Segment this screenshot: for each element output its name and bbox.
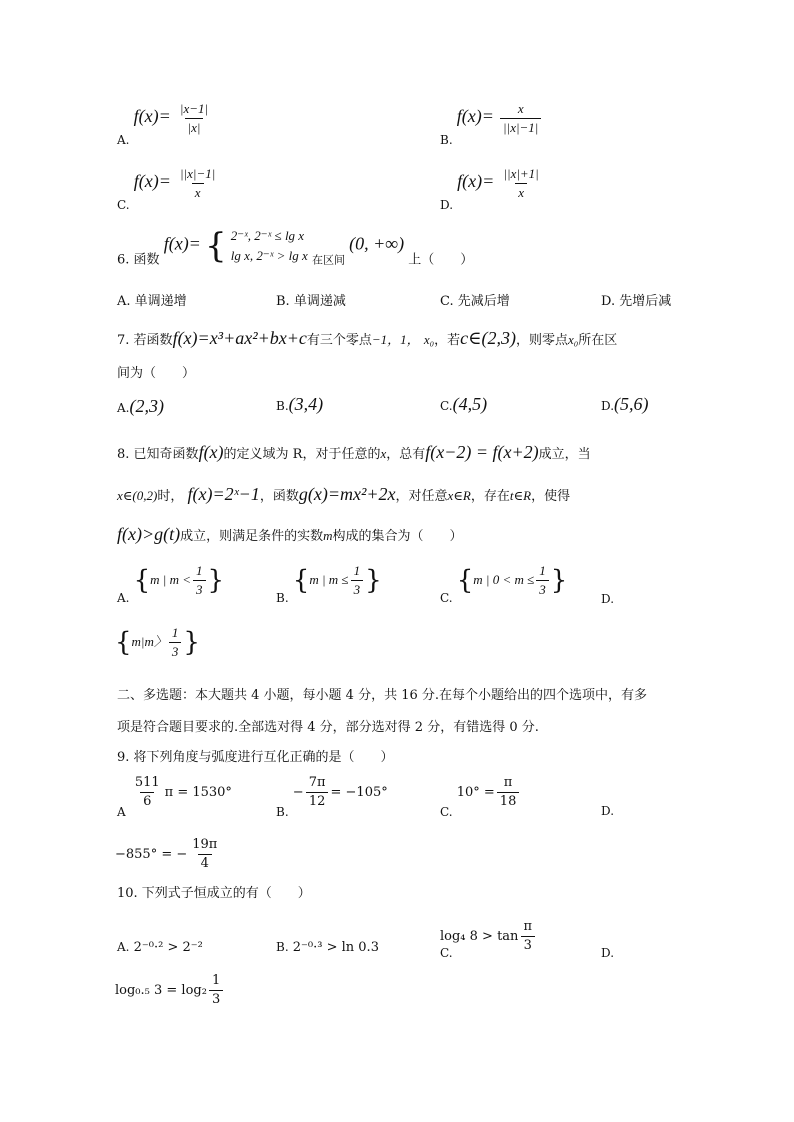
stem-text: 已知奇函数 xyxy=(133,447,199,462)
piecewise-cases xyxy=(231,226,308,266)
condition: x∈R xyxy=(447,488,471,503)
option-label: A. xyxy=(117,940,130,954)
q8-option-a: A. {m | m < $\frac{1}{3}$ } xyxy=(117,563,225,605)
option-value: (2,3) xyxy=(129,396,164,416)
fraction: $\frac{|x-1|}{|x|}$ xyxy=(179,101,209,135)
option-label: C. xyxy=(440,591,453,605)
option-label: A. xyxy=(117,401,130,415)
fraction: $\frac{\pi}{3}$ xyxy=(520,918,535,955)
q7-stem xyxy=(117,328,617,349)
stem-text: 时， xyxy=(157,489,184,504)
q9-option-b xyxy=(276,774,388,819)
q6-stem xyxy=(117,226,473,268)
question-number: 6. xyxy=(117,252,130,268)
condition: t∈R xyxy=(509,488,532,503)
option-value: −855° = − xyxy=(115,847,188,862)
option-label: B. xyxy=(276,399,289,413)
stem-text: 所在区 xyxy=(578,333,618,348)
stem-text: ，若 xyxy=(434,333,461,348)
function-prefix: f(x)= xyxy=(457,171,495,191)
fraction: $\frac{511}{6}$ xyxy=(134,775,160,809)
question-number: 7. xyxy=(117,333,130,348)
option-value: 2⁻⁰·² > 2⁻² xyxy=(133,940,203,955)
q10-option-a xyxy=(117,940,203,955)
option-value: (3,4) xyxy=(288,394,324,414)
option-label: D. xyxy=(440,198,454,212)
stem-text: 若函数 xyxy=(133,333,173,348)
q7-option-d xyxy=(601,394,649,415)
option-label: C. xyxy=(117,198,130,212)
option-value: (4,5) xyxy=(452,394,488,414)
zeros: −1，1， xyxy=(371,332,420,347)
option-label: C. xyxy=(440,805,453,819)
stem-text: ，函数 xyxy=(259,489,299,504)
q9-title: 9. 将下列角度与弧度进行互化正确的是（ ） xyxy=(117,750,394,765)
function-prefix: f(x)= xyxy=(133,171,171,191)
section-heading-line2: 项是符合题目要求的.全部选对得 4 分，部分选对得 2 分，有错选得 0 分. xyxy=(117,720,539,735)
equation: f(x−2) = f(x+2) xyxy=(425,442,539,462)
q6-option-b: B. 单调递减 xyxy=(276,294,346,309)
q8-line1 xyxy=(117,442,591,463)
fraction: $\frac{1}{3}$ xyxy=(209,972,223,1009)
q10-option-c xyxy=(440,918,537,955)
q7-option-a xyxy=(117,396,164,417)
option-label: B. xyxy=(276,940,289,954)
stem-text: 的定义域为 R，对于任意的 xyxy=(223,447,381,462)
q7-line2: 间为（ ） xyxy=(117,366,196,381)
option-value: = −105° xyxy=(330,785,388,800)
q10-option-c-label: C. xyxy=(440,946,453,960)
option-label: C. xyxy=(440,399,453,413)
option-label: A. xyxy=(117,133,130,147)
q6-option-c: C. 先减后增 xyxy=(440,294,510,309)
q5-option-b xyxy=(440,100,543,147)
option-value: 2⁻⁰·³ > ln 0.3 xyxy=(292,940,379,955)
set-expression: m | m < xyxy=(150,572,192,587)
variable: x₀ xyxy=(423,332,435,347)
q8-option-d-label: D. xyxy=(601,592,615,606)
function-name: f(x)= xyxy=(163,233,201,254)
q5-option-d xyxy=(440,165,544,212)
stem-text: 成立，当 xyxy=(538,447,591,462)
stem-text: 成立，则满足条件的实数 xyxy=(180,529,324,544)
condition: x∈(0,2) xyxy=(117,488,158,503)
q6-option-d: D. 先增后减 xyxy=(601,294,672,309)
stem-text: ，则零点 xyxy=(515,333,568,348)
q8-option-d: {m|m〉 $\frac{1}{3}$ } xyxy=(115,625,200,659)
function-expression: g(x)=mx²+2x xyxy=(298,484,396,504)
q6-option-a: A. 单调递增 xyxy=(117,294,187,309)
q8-line2 xyxy=(117,484,570,505)
interval: (0, +∞) xyxy=(349,233,405,254)
stem-text: ，对任意 xyxy=(395,489,448,504)
q10-title: 10. 下列式子恒成立的有（ ） xyxy=(117,886,311,901)
function-name: f(x) xyxy=(198,442,224,462)
stem-text: 函数 xyxy=(133,252,160,268)
fraction: $\frac{\pi}{18}$ xyxy=(497,774,520,811)
option-value: π = 1530° xyxy=(164,785,232,800)
function-prefix: f(x)= xyxy=(456,106,494,126)
option-label: A xyxy=(117,805,126,819)
stem-text: 上（ ） xyxy=(408,252,474,268)
fraction: $\frac{7\pi}{12}$ xyxy=(306,774,329,811)
q8-option-b: B. {m | m ≤ $\frac{1}{3}$ } xyxy=(276,563,382,605)
function-expression: f(x)=2ˣ−1 xyxy=(187,484,260,504)
case-2: lg x, 2⁻ˣ > lg x xyxy=(230,248,308,263)
fraction: $\frac{x}{||x|-1|}$ xyxy=(500,100,541,137)
option-label: B. xyxy=(276,805,289,819)
fraction: $\frac{1}{3}$ xyxy=(193,562,206,599)
option-label: B. xyxy=(276,591,289,605)
option-value: (5,6) xyxy=(614,394,649,414)
fraction: $\frac{||x|+1|}{x}$ xyxy=(503,166,539,200)
option-label: B. xyxy=(440,133,453,147)
case-1: 2⁻ˣ, 2⁻ˣ ≤ lg x xyxy=(230,228,305,243)
q5-option-a xyxy=(117,100,213,147)
set-expression: m | m ≤ xyxy=(309,572,349,587)
section-heading-line1: 二、多选题：本大题共 4 小题，每小题 4 分，共 16 分.在每个小题给出的四个选项中，有多 xyxy=(117,688,648,703)
option-label: A. xyxy=(117,591,130,605)
q10-option-d xyxy=(115,972,225,1009)
q8-option-c: C. {m | 0 < m ≤ $\frac{1}{3}$ } xyxy=(440,563,568,605)
option-value: 10° = xyxy=(456,785,495,800)
stem-text: ，使得 xyxy=(531,489,571,504)
stem-text: 构成的集合为（ ） xyxy=(332,529,463,544)
stem-text: 有三个零点 xyxy=(306,333,372,348)
q9-option-d-label: D. xyxy=(601,804,615,818)
variable: x₀ xyxy=(567,332,579,347)
function-prefix: f(x)= xyxy=(133,106,171,126)
stem-text: ，存在 xyxy=(470,489,510,504)
q7-option-c xyxy=(440,394,487,415)
q9-option-a xyxy=(117,774,232,819)
q9-option-d xyxy=(115,836,222,873)
condition: c∈(2,3) xyxy=(460,328,516,348)
variable: m xyxy=(323,528,333,543)
variable: x xyxy=(380,446,387,461)
piecewise-brace: { xyxy=(204,226,227,266)
set-expression: m|m〉 xyxy=(131,634,167,649)
q10-option-b xyxy=(276,940,379,955)
inequality: f(x)>g(t) xyxy=(117,524,181,544)
stem-text: ，总有 xyxy=(386,447,426,462)
option-value: log₀.₅ 3 = log₂ xyxy=(115,983,207,998)
q9-option-c xyxy=(440,774,521,819)
function-expression: f(x)=x³+ax²+bx+c xyxy=(172,328,307,348)
q5-option-c xyxy=(117,165,220,212)
q7-option-b xyxy=(276,394,323,415)
q8-line3 xyxy=(117,524,463,545)
set-expression: m | 0 < m ≤ xyxy=(473,572,535,587)
fraction: $\frac{1}{3}$ xyxy=(536,562,549,599)
stem-text: 在区间 xyxy=(311,253,345,267)
option-label: D. xyxy=(601,399,615,413)
fraction: $\frac{1}{3}$ xyxy=(351,562,364,599)
fraction: $\frac{19\pi}{4}$ xyxy=(192,837,218,871)
sign: − xyxy=(292,785,304,800)
question-number: 8. xyxy=(117,447,130,462)
fraction: $\frac{1}{3}$ xyxy=(169,624,182,661)
q10-option-d-label: D. xyxy=(601,946,615,960)
fraction: $\frac{||x|-1|}{x}$ xyxy=(179,166,216,200)
option-value: log₄ 8 > tan xyxy=(440,929,519,944)
